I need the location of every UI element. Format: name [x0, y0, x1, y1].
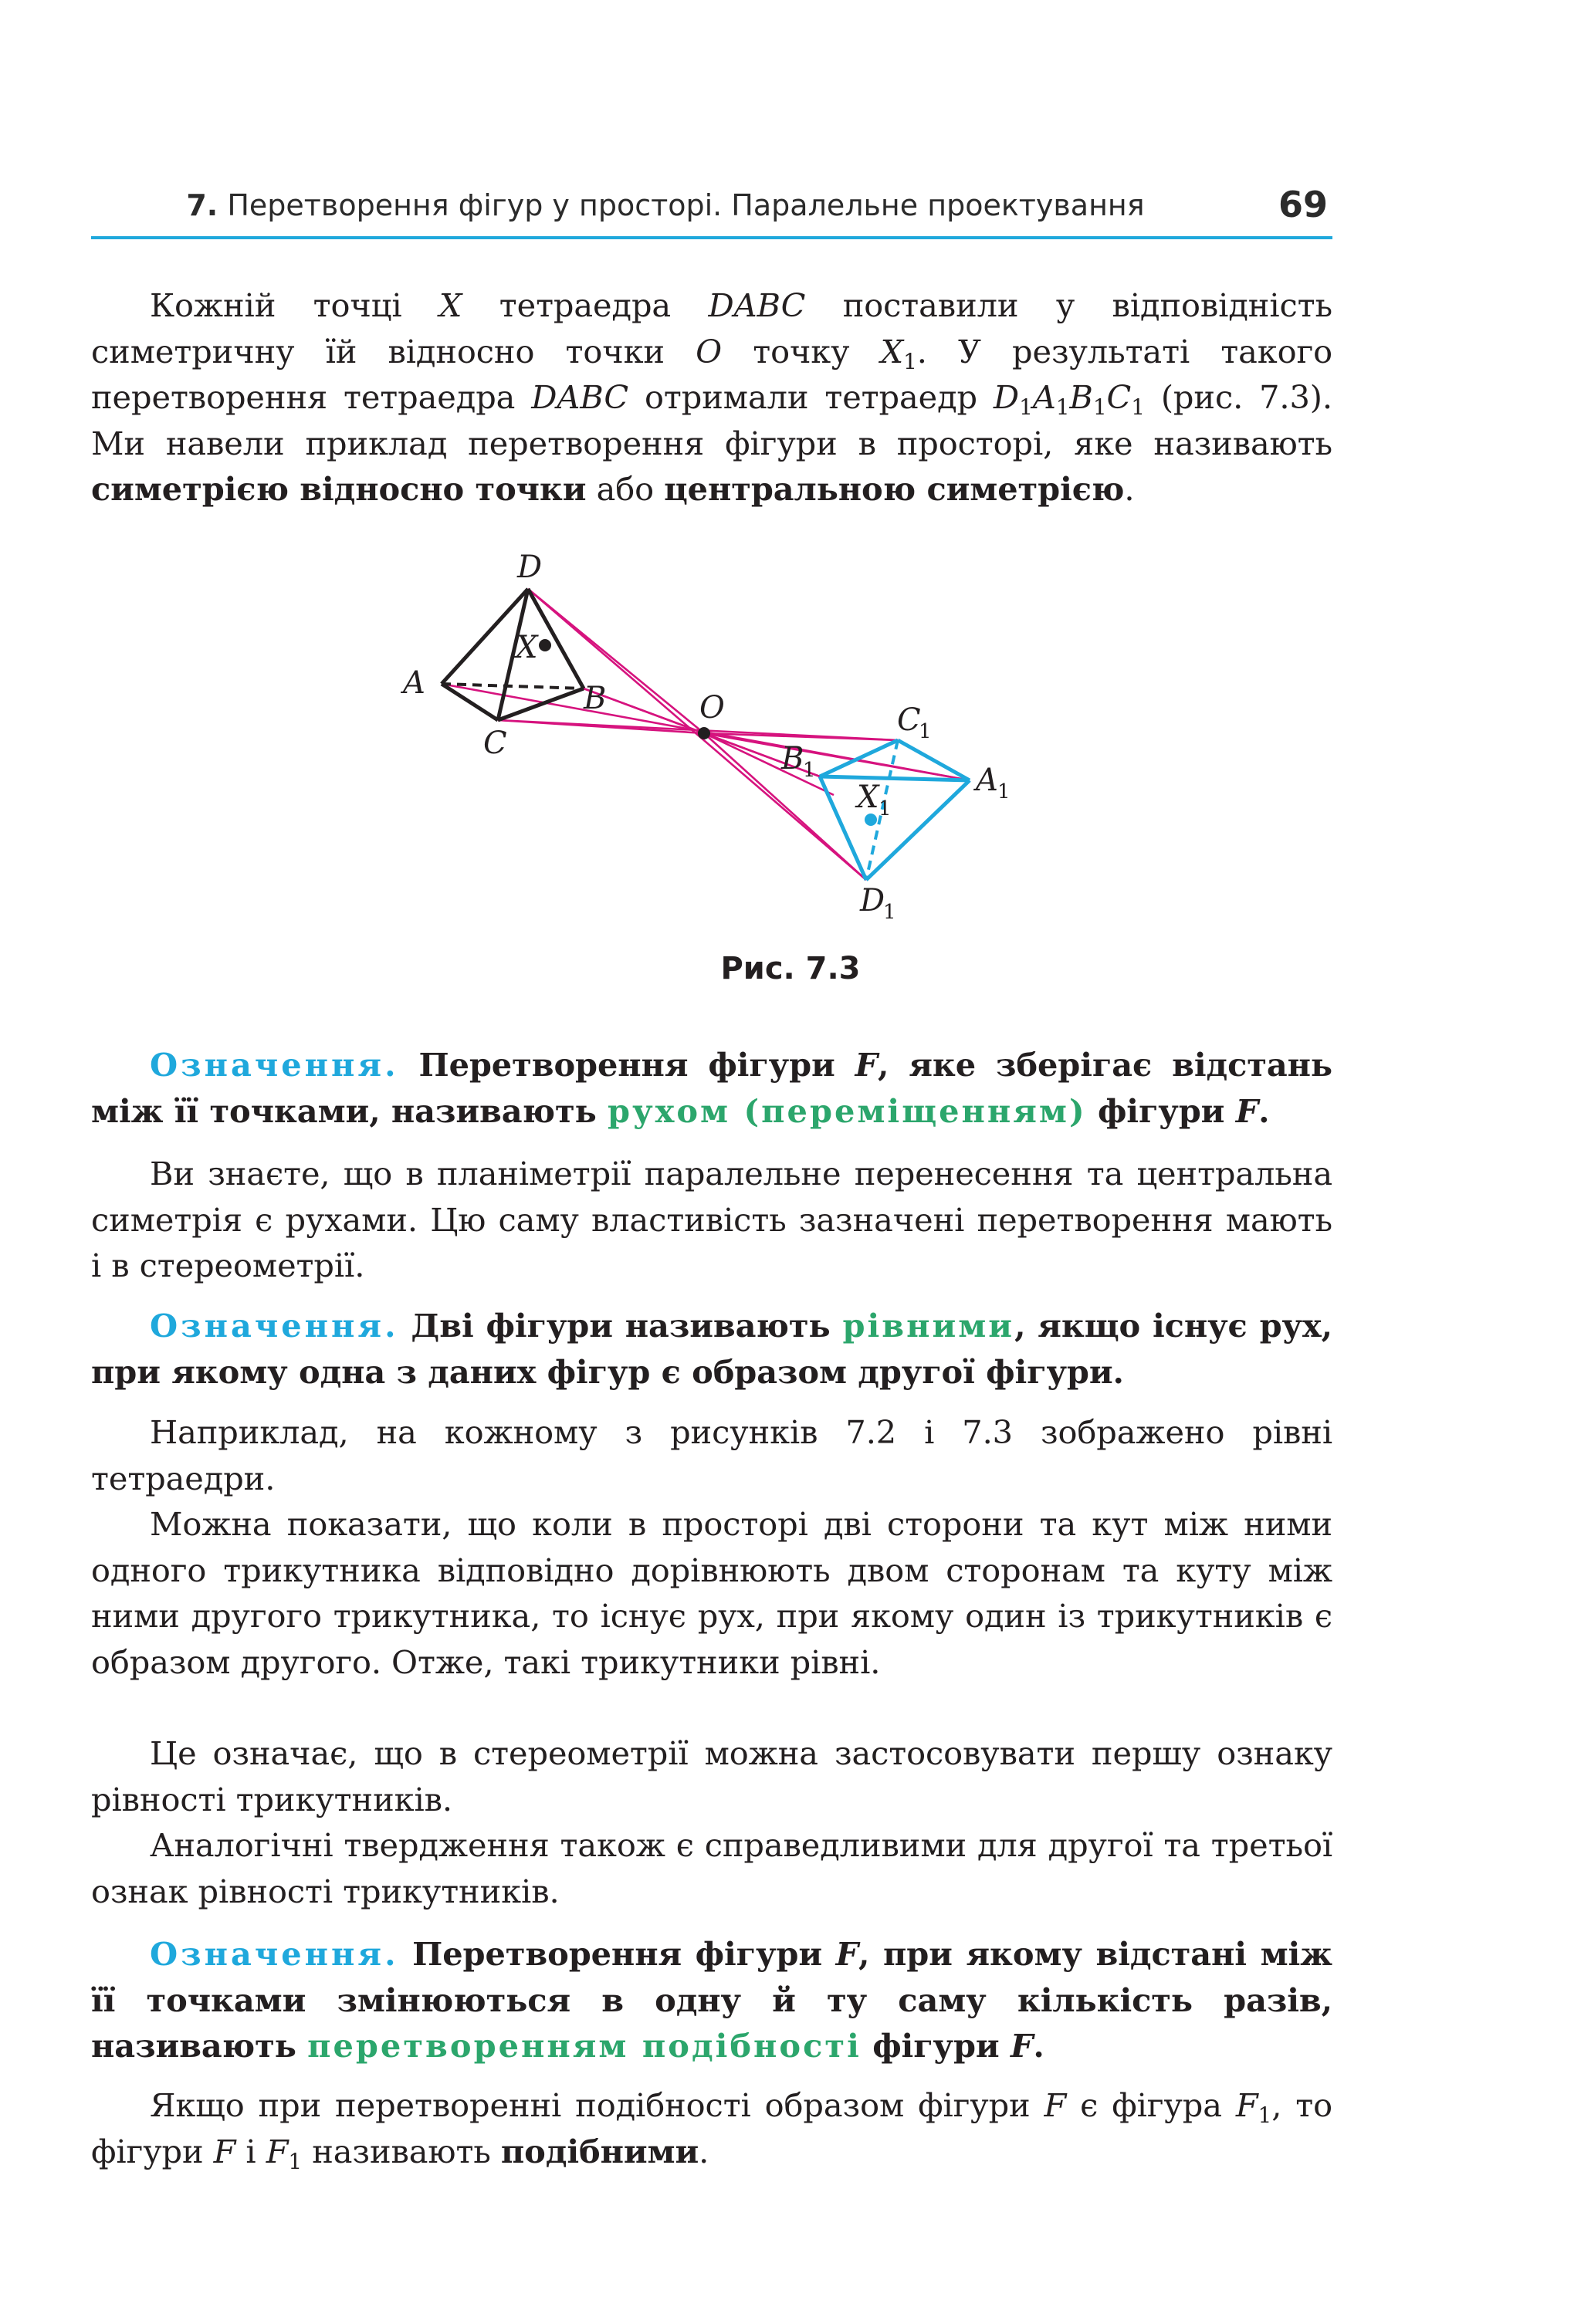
- label-C1: C: [897, 702, 921, 738]
- svg-text:1: 1: [803, 759, 816, 782]
- term-similarity-transformation: перетворенням подібності: [307, 2027, 862, 2065]
- label-C: C: [483, 726, 507, 761]
- term-motion: рухом (переміщенням): [608, 1091, 1087, 1130]
- definition-label: Означення.: [150, 1046, 399, 1084]
- svg-text:1: 1: [883, 901, 896, 924]
- paragraph-triangles: Можна показати, що коли в просторі дві сторони та кут між ними одного трикутника відповідно дорівнюють двом сторонам та куту між ними другого трикутника, то існує рух, при якому один із трикутників є образом другого. Отже, такі трикутники рівні.: [91, 1505, 1332, 1681]
- figure-7-3: [386, 540, 1011, 942]
- svg-text:1: 1: [919, 720, 932, 743]
- label-B1: B: [781, 741, 804, 776]
- paragraph-analogous: Аналогічні твердження також є справедливими для другої та третьої ознак рівності трикутників.: [91, 1826, 1332, 1910]
- tetrahedron-DABC: [442, 589, 584, 720]
- chapter-title: [91, 188, 1240, 222]
- label-D1: D: [860, 883, 885, 918]
- paragraph-similar-figures: Якщо при перетворенні подібності образом фігури F є фігура $F_1$, то фігури F і $F_1$ називають подібними.: [91, 2086, 1332, 2174]
- definition-equal-figures: Означення. Дві фігури називають рівними, якщо існує рух, при якому одна з даних фігур є образом другої фігури.: [91, 1307, 1332, 1391]
- paragraph-example: Наприклад, на кожному з рисунків 7.2 і 7.3 зображено рівні тетраедри.: [91, 1413, 1332, 1497]
- label-D: D: [517, 550, 543, 585]
- label-X: X: [516, 630, 538, 665]
- definition-motion: Означення. Перетворення фігури F, яке зберігає відстань між її точками, називають рухом (переміщенням) фігури F.: [91, 1046, 1333, 1130]
- paragraph-first-criterion: Це означає, що в стереометрії можна застосовувати першу ознаку рівності трикутників.: [91, 1734, 1332, 1818]
- running-header: [91, 182, 1332, 239]
- label-B: B: [584, 681, 607, 716]
- label-O: O: [699, 690, 725, 726]
- paragraph-intro: Кожній точці X тетраедра DABC поставили у відповідність симетричну їй відносно точки O точку $X_1$. У результаті такого перетворення тетраедра DABC отримали тетраедр $D_1A_1B_1C_1$ (рис. 7.3). Ми навели приклад перетворення фігури в просторі, яке називають симетрією відносно точки або центральною симетрією.: [91, 286, 1333, 508]
- definition-similarity: Означення. Перетворення фігури F, при якому відстані між її точками змінюються в одну й ту саму кількість разів, називають перетворенням подібності фігури F.: [91, 1935, 1332, 2065]
- point-O: [698, 727, 710, 739]
- term-central-symmetry: центральною симетрією: [664, 470, 1125, 508]
- label-A1: A: [976, 763, 998, 798]
- figure-caption: Рис. 7.3: [720, 951, 861, 986]
- svg-text:1: 1: [997, 780, 1011, 803]
- chapter-number: 7.: [186, 188, 218, 222]
- svg-text:1: 1: [879, 797, 892, 820]
- paragraph-planimetry: Ви знаєте, що в планіметрії паралельне перенесення та центральна симетрія є рухами. Цю саму властивість зазначені перетворення мають і в стереометрії.: [91, 1155, 1332, 1284]
- point-X1: [865, 814, 877, 826]
- term-similar: подібними: [500, 2132, 699, 2170]
- chapter-title-text: Перетворення фігур у просторі. Паралельне проектування: [227, 188, 1145, 222]
- point-X: [539, 639, 551, 651]
- definition-label: Означення.: [150, 1307, 399, 1345]
- page-number: 69: [1278, 184, 1328, 225]
- label-A: A: [403, 665, 425, 701]
- term-point-symmetry: симетрією відносно точки: [91, 470, 587, 508]
- definition-label: Означення.: [150, 1935, 399, 1973]
- term-equal: рівними: [842, 1307, 1015, 1345]
- label-X1: X: [857, 780, 879, 815]
